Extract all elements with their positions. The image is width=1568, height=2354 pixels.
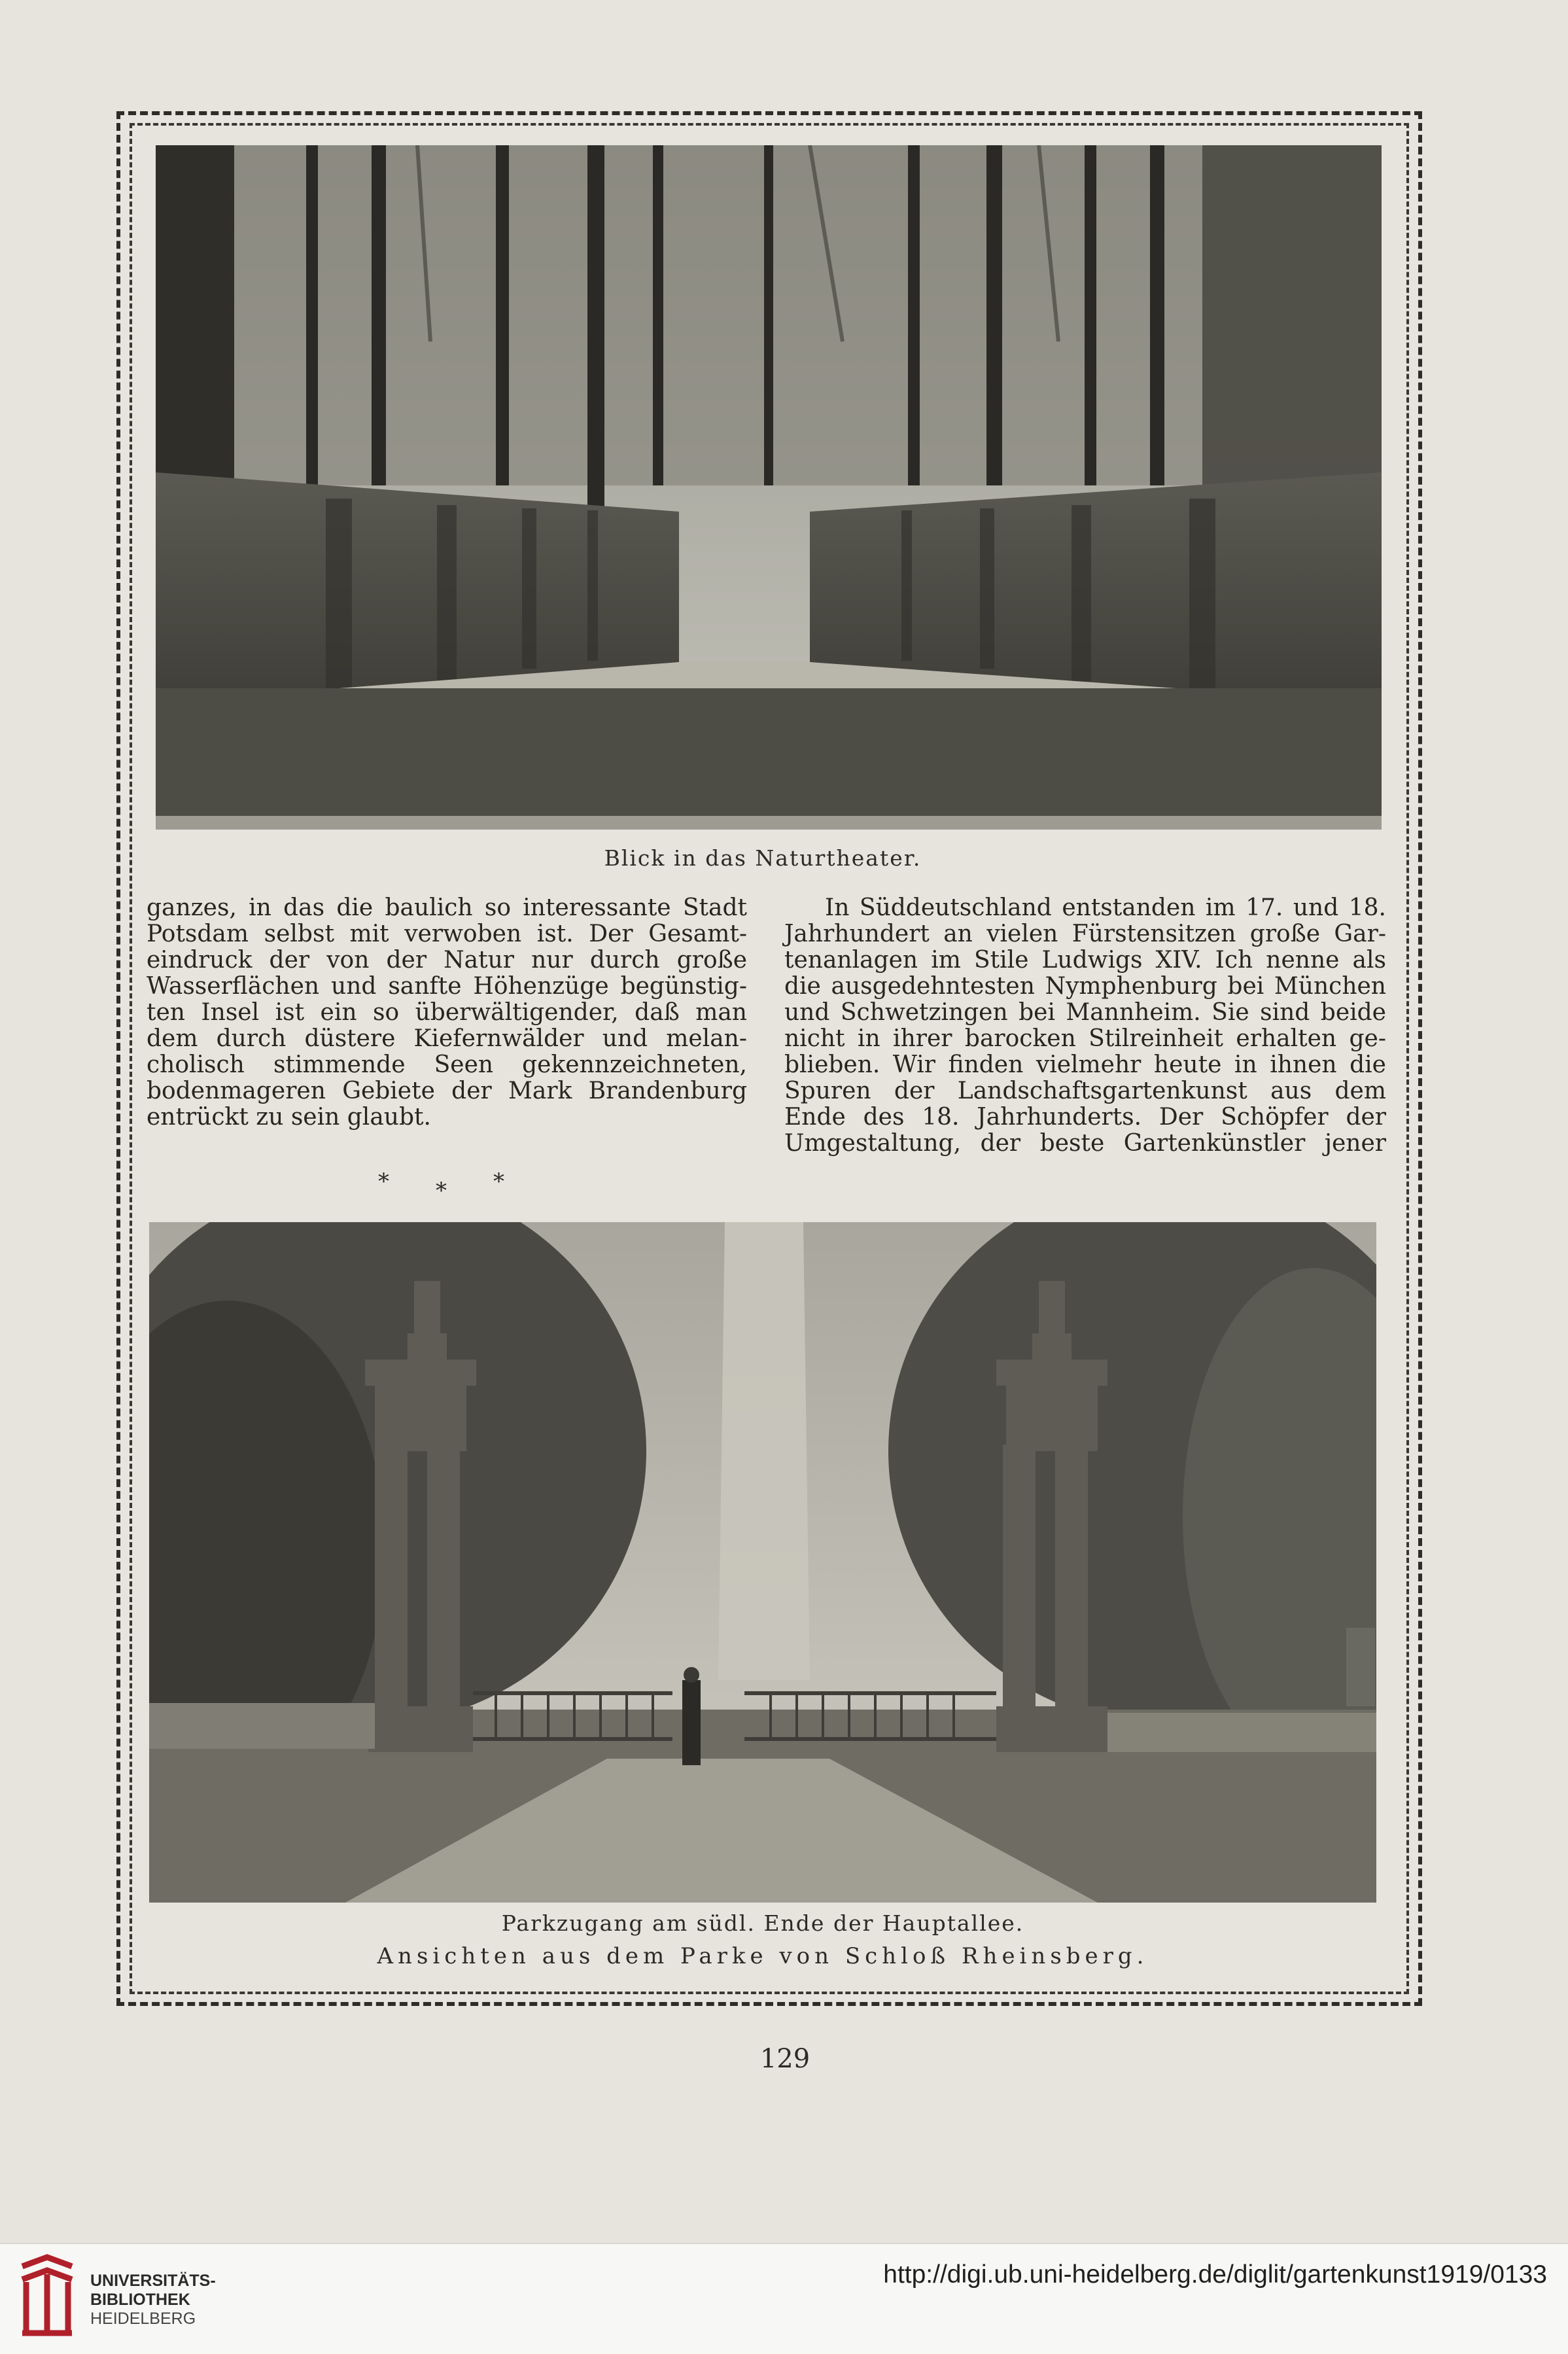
text-line: Wasserflächen und sanfte Höhenzüge begünstig- <box>147 973 747 1000</box>
text-line: Jahrhundert an vielen Fürstensitzen große Gar- <box>784 921 1386 947</box>
library-name <box>90 2272 216 2328</box>
text-line: entrückt zu sein glaubt. <box>147 1104 431 1131</box>
text-column-left <box>147 895 747 1131</box>
photo-naturtheater <box>156 145 1382 830</box>
text-line: cholisch stimmende Seen gekennzeichneten, <box>147 1051 747 1078</box>
text-line: und Schwetzingen bei Mannheim. Sie sind beide <box>784 999 1386 1026</box>
text-line: Potsdam selbst mit verwoben ist. Der Gesamt- <box>147 921 747 947</box>
text-line: eindruck der von der Natur nur durch große <box>147 947 747 974</box>
text-line: nicht in ihrer barocken Stilreinheit erhalten ge- <box>784 1025 1386 1052</box>
text-line: ganzes, in das die baulich so interessante Stadt <box>147 894 747 921</box>
page-number: 129 <box>759 2044 810 2074</box>
library-name-line: BIBLIOTHEK <box>90 2291 190 2309</box>
text-line: bodenmageren Gebiete der Mark Brandenburg <box>147 1078 747 1104</box>
text-column-right <box>784 895 1386 1157</box>
text-line: ten Insel ist ein so überwältigender, daß man <box>147 999 747 1026</box>
section-separator-asterisks <box>378 1168 522 1204</box>
asterisk: * <box>378 1168 389 1195</box>
caption-series-title: Ansichten aus dem Parke von Schloß Rheinsberg. <box>377 1943 1149 1969</box>
asterisk: * <box>436 1178 447 1204</box>
permalink-url[interactable]: http://digi.ub.uni-heidelberg.de/diglit/gartenkunst1919/0133 <box>883 2260 1547 2289</box>
asterisk: * <box>493 1168 504 1195</box>
library-name-line: HEIDELBERG <box>90 2310 196 2328</box>
text-line: In Süddeutschland entstanden im 17. und 18. <box>825 894 1386 921</box>
caption-naturtheater: Blick in das Naturtheater. <box>604 845 922 871</box>
text-line: tenanlagen im Stile Ludwigs XIV. Ich nenne als <box>784 947 1386 974</box>
university-library-logo-icon <box>17 2253 77 2337</box>
text-line: dem durch düstere Kiefernwälder und melan- <box>147 1025 747 1052</box>
text-line: Umgestaltung, der beste Gartenkünstler jener <box>784 1130 1386 1157</box>
photo-parkzugang <box>149 1222 1376 1903</box>
text-line: Ende des 18. Jahrhunderts. Der Schöpfer der <box>784 1104 1386 1131</box>
library-name-line: UNIVERSITÄTS- <box>90 2272 216 2290</box>
text-line: Spuren der Landschaftsgartenkunst aus dem <box>784 1078 1386 1104</box>
text-line: die ausgedehntesten Nymphenburg bei München <box>784 973 1386 1000</box>
text-line: blieben. Wir finden vielmehr heute in ihnen die <box>784 1051 1386 1078</box>
caption-parkzugang: Parkzugang am südl. Ende der Hauptallee. <box>501 1910 1024 1936</box>
library-footer <box>0 2243 1568 2354</box>
